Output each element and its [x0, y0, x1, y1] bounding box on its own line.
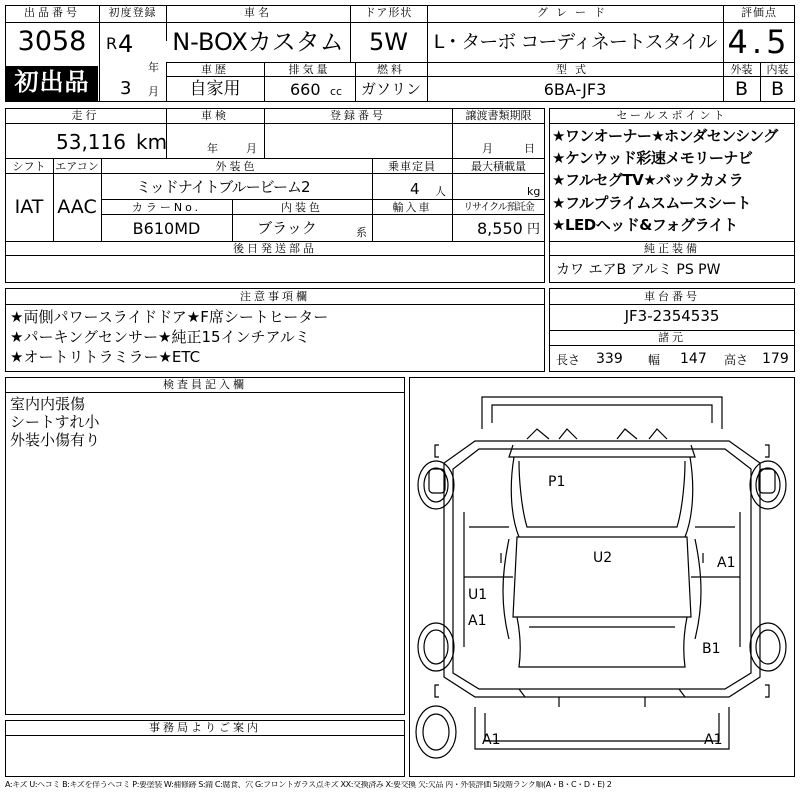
damage-mark-a1: A1	[704, 732, 723, 748]
damage-mark-u1: U1	[468, 587, 488, 603]
inspector-line: 室内内張傷	[10, 395, 86, 413]
exterior-score: B	[734, 78, 749, 100]
specs-label: 諸元	[658, 331, 686, 344]
shift-label: シフト	[12, 160, 46, 173]
interior-color-label: 内装色	[281, 201, 323, 214]
color-no-label: カラーNo.	[131, 201, 202, 214]
notes-label: 注意事項欄	[240, 290, 310, 303]
model-code-label: 型式	[556, 63, 594, 76]
inspection-month-unit: 月	[246, 142, 257, 155]
recycle-unit: 円	[527, 222, 541, 237]
exterior-color-value: ミッドナイトブルービーム2	[136, 178, 310, 196]
width-value: 147	[680, 351, 707, 367]
transfer-deadline-label: 譲渡書類期限	[465, 109, 532, 122]
rear-bumper-shape	[475, 707, 729, 749]
displacement-value: 660	[290, 80, 321, 99]
grade-label: グレード	[537, 6, 613, 19]
later-parts-label: 後日発送部品	[233, 242, 317, 255]
notes-line: ★パーキングセンサー★純正15インチアルミ	[10, 328, 310, 346]
model-code-value: 6BA-JF3	[543, 80, 607, 99]
color-no-value: B610MD	[132, 219, 201, 238]
damage-mark-u2: U2	[593, 550, 613, 566]
registration-label: 登録番号	[330, 109, 386, 122]
first-listing-badge-text: 初出品	[14, 68, 90, 96]
mileage-unit: km	[136, 130, 168, 154]
fuel-value: ガソリン	[360, 80, 421, 98]
grade-value: L・ターボ コーディネートスタイル	[433, 31, 717, 53]
sales-point-line: ★フルプライムスムースシート	[552, 194, 751, 212]
chassis-label: 車台番号	[644, 290, 700, 303]
inspection-year-unit: 年	[207, 142, 218, 155]
first-reg-label: 初度登録	[108, 6, 157, 19]
history-label: 車歴	[201, 63, 229, 76]
height-label: 高さ	[724, 353, 749, 367]
damage-mark-a1: A1	[717, 555, 736, 571]
inspector-line: 外装小傷有り	[10, 431, 101, 449]
damage-mark-b1: B1	[702, 641, 721, 657]
car-body-outline	[444, 441, 760, 697]
mileage-value: 53,116	[56, 130, 126, 154]
displacement-unit: cc	[330, 85, 343, 98]
displacement-label: 排気量	[288, 63, 331, 76]
first-reg-year-unit: 年	[148, 61, 159, 74]
equipment-label: 純正装備	[644, 242, 700, 255]
equipment-value: カワ エアB アルミ PS PW	[556, 262, 721, 278]
rear-window-shape	[517, 617, 687, 667]
sales-point-line: ★LEDヘッド&フォグライト	[552, 216, 738, 234]
inspection-label: 車検	[201, 109, 229, 122]
interior-score: B	[770, 78, 785, 100]
first-reg-month-unit: 月	[148, 85, 159, 98]
windshield-shape	[509, 445, 695, 457]
shift-value: IAT	[14, 196, 44, 218]
car-diagram	[409, 377, 795, 777]
notes-line: ★オートリトラミラー★ETC	[10, 348, 201, 366]
transfer-day-unit: 日	[524, 142, 535, 155]
max-load-label: 最大積載量	[471, 160, 526, 173]
car-name-label: 車名	[244, 6, 272, 19]
score-label: 評価点	[741, 6, 777, 19]
recycle-value: 8,550	[477, 219, 523, 238]
damage-mark-a1: A1	[482, 732, 501, 748]
sales-point-line: ★フルセグTV★バックカメラ	[552, 171, 744, 189]
fuel-label: 燃料	[377, 63, 405, 76]
sales-point-line: ★ワンオーナー★ホンダセンシング	[552, 127, 778, 145]
first-reg-year: 4	[118, 30, 134, 58]
inspector-label: 検査員記入欄	[163, 378, 247, 391]
lot-number: 3058	[17, 26, 87, 57]
notes-line: ★両側パワースライドドア★F席シートヒーター	[10, 308, 329, 326]
first-reg-era: R	[106, 34, 118, 53]
chassis-value: JF3-2354535	[624, 307, 720, 325]
length-value: 339	[596, 351, 623, 367]
sales-point-line: ★ケンウッド彩速メモリーナビ	[552, 149, 753, 167]
lot-label: 出品番号	[24, 6, 80, 19]
import-label: 輸入車	[392, 201, 432, 214]
interior-color-value: ブラック	[257, 219, 317, 237]
office-label: 事務局よりご案内	[149, 721, 261, 734]
interior-score-label: 内装	[766, 63, 789, 76]
roof-shape	[513, 537, 691, 617]
max-load-unit: kg	[527, 185, 541, 198]
mileage-label: 走行	[71, 109, 100, 122]
exterior-color-label: 外装色	[215, 160, 258, 173]
first-reg-month: 3	[120, 78, 132, 99]
history-value: 自家用	[189, 79, 241, 99]
legend-text: A:キズ U:ヘコミ B:キズを伴うヘコミ P:要塗装 W:補修跡 S:錆 C:腐食、穴 G:フロントガラス点キズ XX:交換済み X:要交換 欠:欠品 内・外装評価 5段階ランク順(A・B・C・D・E) 2	[5, 781, 612, 789]
sales-points-label: セールスポイント	[616, 109, 728, 122]
recycle-label: リサイクル預託金	[463, 202, 534, 213]
length-label: 長さ	[556, 353, 581, 367]
exterior-score-label: 外装	[730, 63, 753, 76]
door-label: ドア形状	[364, 6, 413, 19]
capacity-value: 4	[410, 180, 420, 198]
transfer-month-unit: 月	[482, 142, 493, 155]
capacity-label: 乗車定員	[388, 160, 436, 173]
inspector-line: シートすれ小	[10, 413, 100, 431]
width-label: 幅	[648, 353, 661, 367]
height-value: 179	[762, 351, 789, 367]
front-bumper-shape	[482, 397, 722, 429]
aircon-value: AAC	[57, 196, 97, 218]
door-value: 5W	[369, 28, 408, 56]
damage-mark-a1: A1	[468, 613, 487, 629]
interior-color-suffix: 系	[356, 226, 367, 239]
score-value: 4.5	[727, 23, 791, 61]
car-name-value: N-BOXカスタム	[172, 28, 344, 56]
damage-mark-p1: P1	[548, 474, 566, 490]
aircon-label: エアコン	[55, 160, 99, 173]
capacity-unit: 人	[435, 185, 446, 198]
